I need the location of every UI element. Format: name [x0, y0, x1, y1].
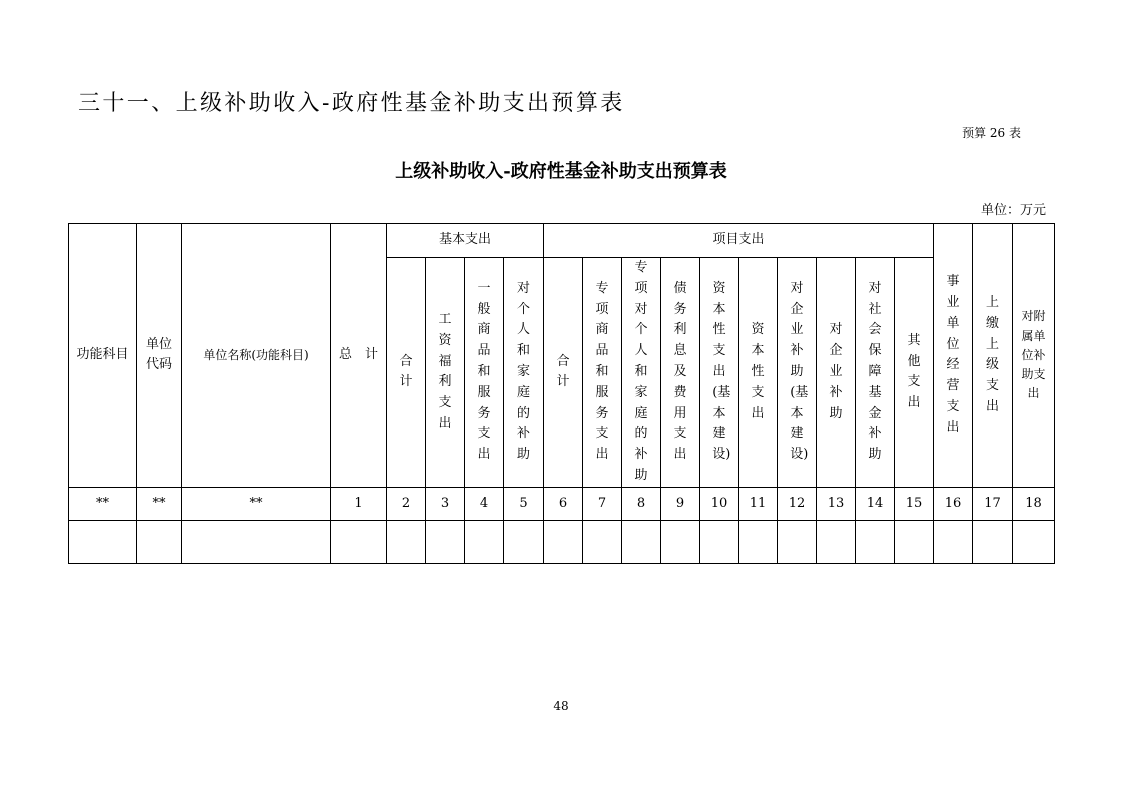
index-cell: 15 — [895, 487, 934, 520]
data-cell — [583, 520, 622, 563]
section-heading: 三十一、上级补助收入-政府性基金补助支出预算表 — [78, 91, 625, 116]
header-social-security-fund: 对社会保障基金补助 — [856, 258, 895, 488]
header-debt-interest: 债务利息及费用支出 — [661, 258, 700, 488]
header-project-subtotal: 合计 — [544, 258, 583, 488]
data-cell — [856, 520, 895, 563]
header-basic-subtotal: 合计 — [387, 258, 426, 488]
unit-label: 单位：万元 — [980, 203, 1046, 218]
index-cell: 18 — [1013, 487, 1055, 520]
index-cell: 8 — [622, 487, 661, 520]
header-total: 总 计 — [331, 224, 387, 488]
data-cell — [137, 520, 182, 563]
form-code: 预算 26 表 — [962, 126, 1021, 140]
index-cell: ** — [137, 487, 182, 520]
index-cell: 14 — [856, 487, 895, 520]
data-cell — [465, 520, 504, 563]
index-cell: 13 — [817, 487, 856, 520]
header-enterprise-subsidy: 对企业补助 — [817, 258, 856, 488]
index-cell: ** — [69, 487, 137, 520]
index-cell: 6 — [544, 487, 583, 520]
index-cell: 1 — [331, 487, 387, 520]
data-cell — [817, 520, 856, 563]
budget-table — [68, 223, 1055, 564]
header-other-expenditure: 其他支出 — [895, 258, 934, 488]
data-cell — [934, 520, 973, 563]
data-cell — [622, 520, 661, 563]
index-row — [69, 487, 1055, 520]
index-cell: 12 — [778, 487, 817, 520]
data-cell — [544, 520, 583, 563]
index-cell: 5 — [504, 487, 544, 520]
header-salary-welfare: 工资福利支出 — [426, 258, 465, 488]
header-remit-upper-level: 上缴上级支出 — [973, 224, 1013, 488]
header-unit-code: 单位代码 — [137, 224, 182, 488]
table-row — [69, 520, 1055, 563]
index-cell: 11 — [739, 487, 778, 520]
data-cell — [778, 520, 817, 563]
data-cell — [387, 520, 426, 563]
index-cell: ** — [182, 487, 331, 520]
header-special-subsidy-individuals: 专项对个人和家庭的补助 — [622, 258, 661, 488]
header-capital-expenditure: 资本性支出 — [739, 258, 778, 488]
index-cell: 17 — [973, 487, 1013, 520]
header-capital-basic-construction: 资本性支出(基本建设) — [700, 258, 739, 488]
data-cell — [1013, 520, 1055, 563]
data-cell — [331, 520, 387, 563]
index-cell: 4 — [465, 487, 504, 520]
header-operating-expenditure: 事业单位经营支出 — [934, 224, 973, 488]
index-cell: 10 — [700, 487, 739, 520]
data-cell — [504, 520, 544, 563]
index-cell: 2 — [387, 487, 426, 520]
index-cell: 7 — [583, 487, 622, 520]
data-cell — [426, 520, 465, 563]
header-goods-services: 一般商品和服务支出 — [465, 258, 504, 488]
header-subsidy-individuals: 对个人和家庭的补助 — [504, 258, 544, 488]
page-number: 48 — [553, 699, 569, 713]
index-cell: 9 — [661, 487, 700, 520]
table-title: 上级补助收入-政府性基金补助支出预算表 — [395, 161, 727, 182]
data-cell — [700, 520, 739, 563]
data-cell — [973, 520, 1013, 563]
data-cell — [739, 520, 778, 563]
data-cell — [661, 520, 700, 563]
header-special-goods-services: 专项商品和服务支出 — [583, 258, 622, 488]
data-cell — [69, 520, 137, 563]
header-enterprise-subsidy-construction: 对企业补助(基本建设) — [778, 258, 817, 488]
data-cell — [182, 520, 331, 563]
header-function-subject: 功能科目 — [69, 224, 137, 488]
index-cell: 16 — [934, 487, 973, 520]
header-unit-name: 单位名称(功能科目) — [182, 224, 331, 488]
header-subsidy-affiliated: 对附属单位补助支出 — [1013, 224, 1055, 488]
header-basic-expenditure: 基本支出 — [387, 224, 544, 258]
data-cell — [895, 520, 934, 563]
header-project-expenditure: 项目支出 — [544, 224, 934, 258]
index-cell: 3 — [426, 487, 465, 520]
